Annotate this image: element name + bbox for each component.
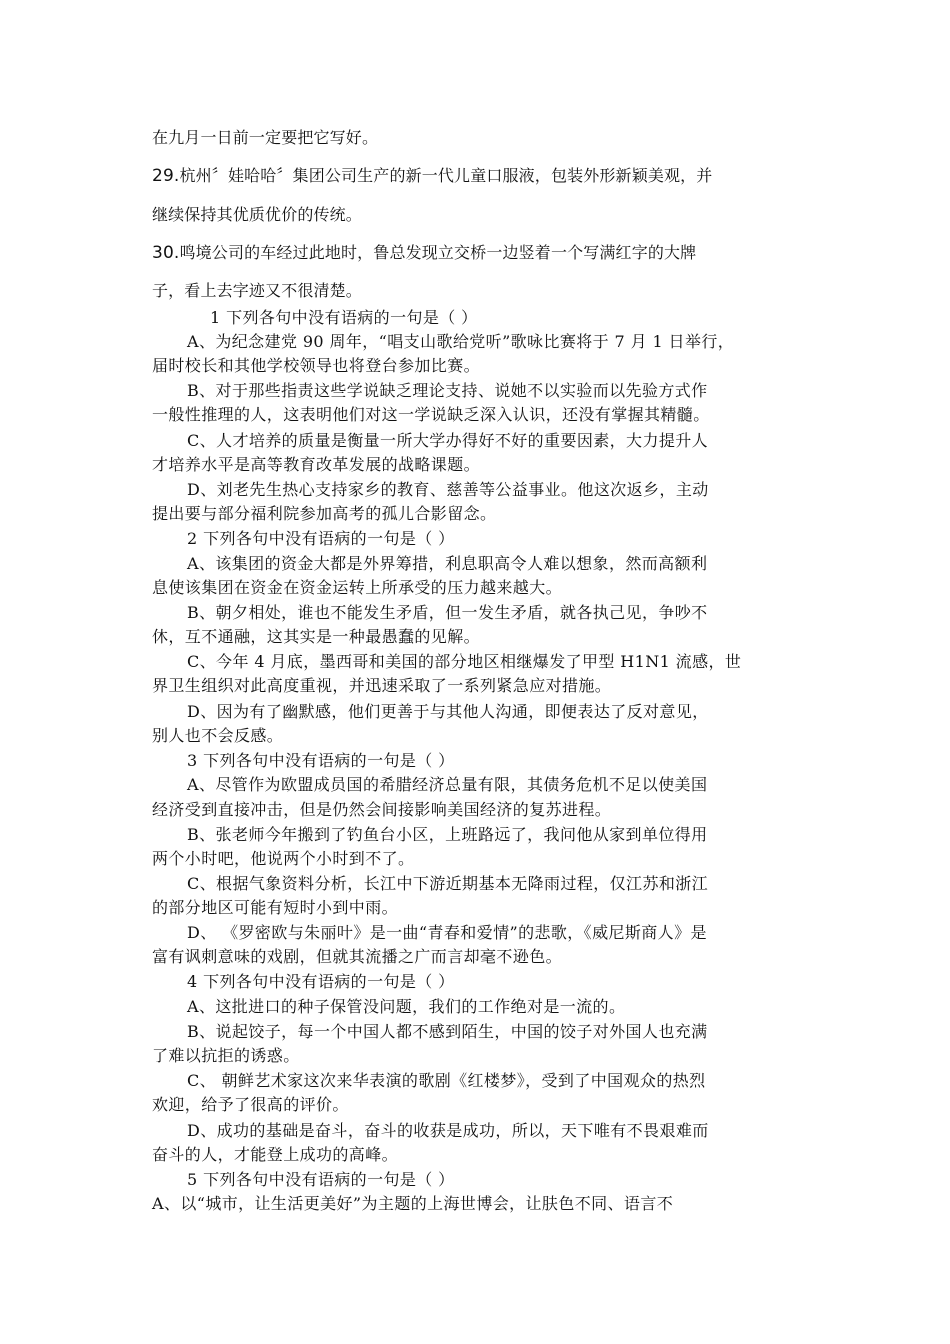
option-d-line-2: 奋斗的人，才能登上成功的高峰。 <box>152 1145 399 1164</box>
option-a-line-2: 经济受到直接冲击，但是仍然会间接影响美国经济的复苏进程。 <box>152 800 612 819</box>
option-b-line-1: B、张老师今年搬到了钓鱼台小区，上班路远了，我问他从家到单位得用 <box>187 825 708 844</box>
option-c-line-2: 欢迎，给予了很高的评价。 <box>152 1095 349 1114</box>
question-stem: 1 下列各句中没有语病的一句是（ ） <box>210 308 478 327</box>
question-30-line-1 <box>152 240 696 263</box>
option-c-line-1: C、人才培养的质量是衡量一所大学办得好不好的重要因素，大力提升人 <box>187 431 709 450</box>
option-a-line-1: A、这批进口的种子保管没问题，我们的工作绝对是一流的。 <box>187 997 626 1016</box>
option-b-line-2: 了难以抗拒的诱惑。 <box>152 1046 300 1065</box>
paragraph-continuation: 在九月一日前一定要把它写好。 <box>152 128 379 147</box>
option-c-line-2: 界卫生组织对此高度重视，并迅速采取了一系列紧急应对措施。 <box>152 676 612 695</box>
option-d-line-1: D、刘老先生热心支持家乡的教育、慈善等公益事业。他这次返乡，主动 <box>187 480 709 499</box>
option-b-line-2: 休，互不通融，这其实是一种最愚蠢的见解。 <box>152 627 481 646</box>
option-c-line-2: 才培养水平是高等教育改革发展的战略课题。 <box>152 455 481 474</box>
question-text: 鸣境公司的车经过此地时，鲁总发现立交桥一边竖着一个写满红字的大牌 <box>179 243 697 262</box>
option-b-line-2: 两个小时吧，他说两个小时到不了。 <box>152 849 415 868</box>
question-stem: 4 下列各句中没有语病的一句是（ ） <box>187 972 455 991</box>
option-a-line-1: A、尽管作为欧盟成员国的希腊经济总量有限，其债务危机不足以使美国 <box>187 775 708 794</box>
option-c-line-2: 的部分地区可能有短时小到中雨。 <box>152 898 399 917</box>
question-29-line-1 <box>152 163 712 186</box>
question-number: 30. <box>152 243 180 263</box>
option-d-line-1: D、成功的基础是奋斗，奋斗的收获是成功，所以，天下唯有不畏艰难而 <box>187 1121 709 1140</box>
question-number: 29. <box>152 166 180 186</box>
question-text: 杭州〞娃哈哈〞集团公司生产的新一代儿童口服液，包装外形新颖美观，并 <box>179 166 713 185</box>
option-d-line-2: 别人也不会反感。 <box>152 726 284 745</box>
option-b-line-1: B、对于那些指责这些学说缺乏理论支持、说她不以实验而以先验方式作 <box>187 381 708 400</box>
option-b-line-2: 一般性推理的人，这表明他们对这一学说缺乏深入认识，还没有掌握其精髓。 <box>152 405 710 424</box>
option-c-line-1: C、今年 4 月底，墨西哥和美国的部分地区相继爆发了甲型 H1N1 流感，世 <box>187 652 742 671</box>
option-d-line-2: 富有讽刺意味的戏剧，但就其流播之广而言却毫不逊色。 <box>152 947 563 966</box>
question-29-line-2: 继续保持其优质优价的传统。 <box>152 205 362 224</box>
question-stem: 5 下列各句中没有语病的一句是（ ） <box>187 1170 455 1189</box>
option-a-line-1: A、该集团的资金大都是外界筹措，利息职高令人难以想象，然而高额利 <box>187 554 708 573</box>
option-a-line-1: A、为纪念建党 90 周年，“唱支山歌给党听”歌咏比赛将于 7 月 1 日举行， <box>187 332 735 351</box>
option-a-line-2: 届时校长和其他学校领导也将登台参加比赛。 <box>152 356 481 375</box>
question-stem: 2 下列各句中没有语病的一句是（ ） <box>187 529 455 548</box>
option-a-line-1: A、以“城市，让生活更美好”为主题的上海世博会，让肤色不同、语言不 <box>152 1194 674 1213</box>
option-d-line-1: D、因为有了幽默感，他们更善于与其他人沟通，即便表达了反对意见， <box>187 702 709 721</box>
option-d-line-1: D、 《罗密欧与朱丽叶》是一曲“青春和爱情”的悲歌，《威尼斯商人》是 <box>187 923 707 942</box>
option-b-line-1: B、朝夕相处，谁也不能发生矛盾，但一发生矛盾，就各执己见，争吵不 <box>187 603 708 622</box>
option-b-line-1: B、说起饺子，每一个中国人都不感到陌生，中国的饺子对外国人也充满 <box>187 1022 708 1041</box>
option-c-line-1: C、 朝鲜艺术家这次来华表演的歌剧《红楼梦》，受到了中国观众的热烈 <box>187 1071 706 1090</box>
question-30-line-2: 子，看上去字迹又不很清楚。 <box>152 281 362 300</box>
option-a-line-2: 息使该集团在资金在资金运转上所承受的压力越来越大。 <box>152 578 563 597</box>
option-c-line-1: C、根据气象资料分析，长江中下游近期基本无降雨过程，仅江苏和浙江 <box>187 874 709 893</box>
question-stem: 3 下列各句中没有语病的一句是（ ） <box>187 751 455 770</box>
option-d-line-2: 提出要与部分福利院参加高考的孤儿合影留念。 <box>152 504 497 523</box>
